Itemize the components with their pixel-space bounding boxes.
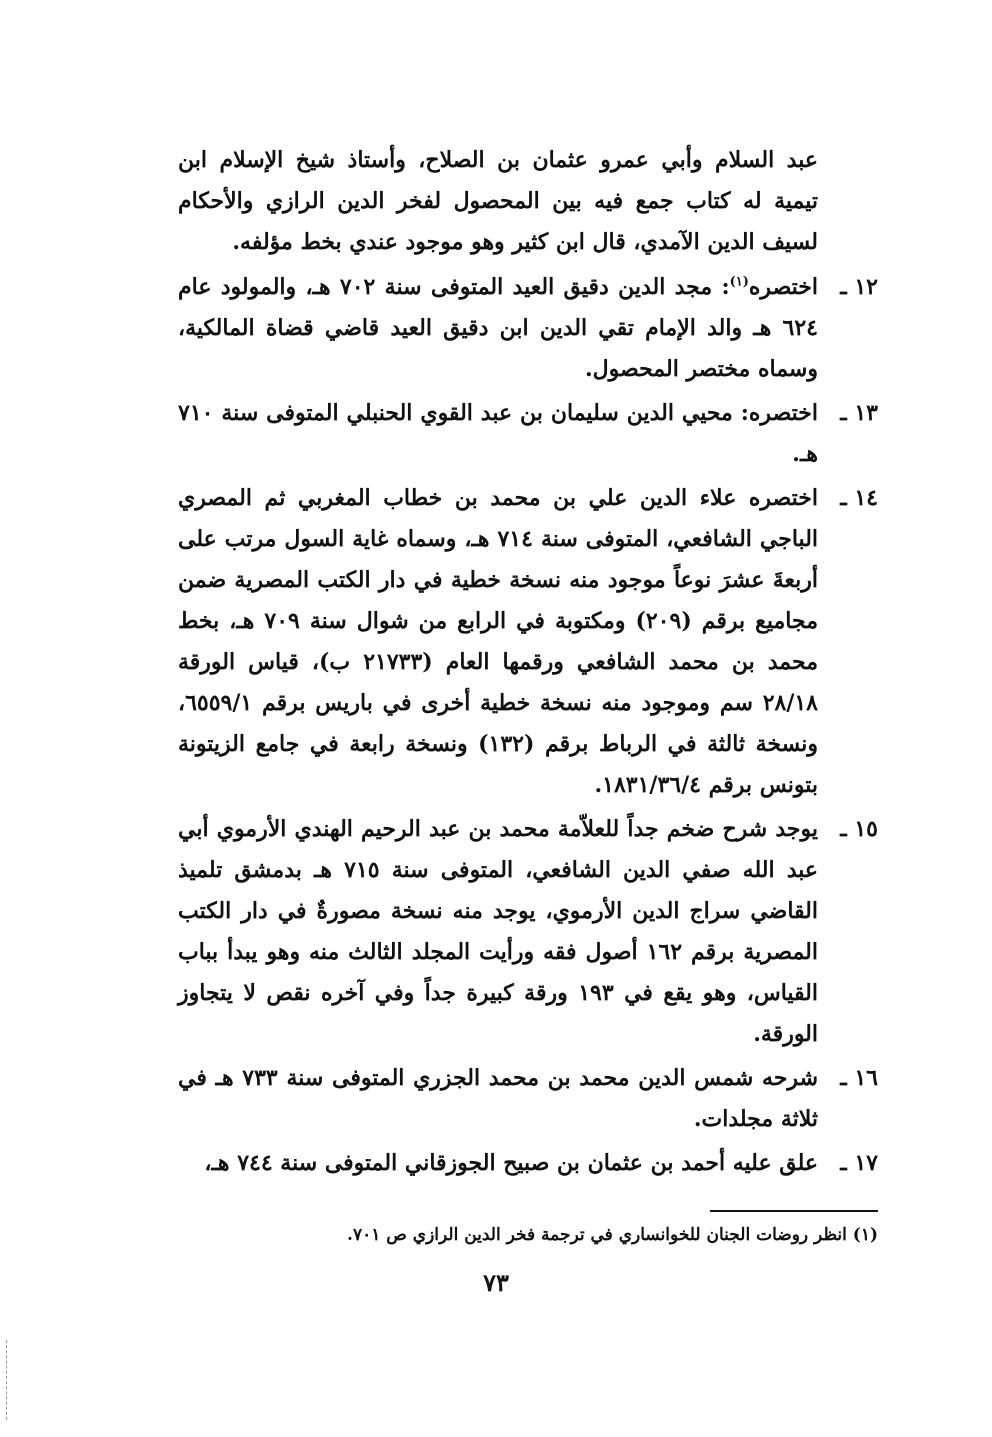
main-text (178, 140, 878, 1187)
item-number: ١٦ ـ (840, 1065, 878, 1091)
list-item-13 (178, 393, 878, 475)
item-number: ١٥ ـ (840, 816, 878, 842)
footnote-marker: (١) (729, 274, 749, 290)
item-text-body: : مجد الدين دقيق العيد المتوفى سنة ٧٠٢ هـ، والمولود عام ٦٢٤ هـ والد الإمام تقي الدين ابن دقيق العيد قاضي قضاة المالكية، وسماه مختصر المحصول. (178, 274, 818, 382)
item-text: اختصره: محيي الدين سليمان بن عبد القوي الحنبلي المتوفى سنة ٧١٠ هـ. (178, 400, 818, 467)
page-number: ٧٣ (483, 1268, 509, 1297)
footnote-divider (710, 1210, 878, 1212)
item-text (178, 267, 818, 390)
list-item-17 (178, 1143, 878, 1184)
item-number: ١٧ ـ (840, 1150, 878, 1176)
footnote: (١) انظر روضات الجنان للخوانساري في ترجمة فخر الدين الرازي ص ٧٠١. (347, 1225, 878, 1245)
scan-edge-marks (6, 1340, 9, 1420)
item-text: يوجد شرح ضخم جداً للعلاّمة محمد بن عبد الرحيم الهندي الأرموي أبي عبد الله صفي الدين الشافعي، المتوفى سنة ٧١٥ هـ بدمشق تلميذ القاضي سراج الدين الأرموي، يوجد منه نسخة مصورةٌ في دار الكتب المصرية برقم ١٦٢ أصول فقه ورأيت المجلد الثالث منه وهو يبدأ بباب القياس، وهو يقع في ١٩٣ ورقة كبيرة جداً وفي آخره نقص لا يتجاوز الورقة. (178, 816, 819, 1047)
item-text: علق عليه أحمد بن عثمان بن صبيح الجوزقاني المتوفى سنة ٧٤٤ هـ، (204, 1150, 818, 1176)
item-number: ١٢ ـ (840, 274, 878, 300)
list-item-12 (178, 267, 878, 390)
item-number: ١٤ ـ (840, 485, 878, 511)
item-text: شرحه شمس الدين محمد بن محمد الجزري المتوفى سنة ٧٣٣ هـ في ثلاثة مجلدات. (178, 1065, 819, 1132)
item-text-lead: اختصره (748, 274, 818, 300)
list-item-14 (178, 478, 878, 806)
item-text: اختصره علاء الدين علي بن محمد بن خطاب المغربي ثم المصري الباجي الشافعي، المتوفى سنة ٧١٤ هـ، وسماه غاية السول مرتب على أربعةَ عشرَ نوعاً موجود منه نسخة خطية في دار الكتب المصرية ضمن مجاميع برقم (٢٠٩) ومكتوبة في الرابع من شوال سنة ٧٠٩ هـ، بخط محمد بن محمد الشافعي ورقمها العام (٢١٧٣٣ ب)، قياس الورقة ٢٨/١٨ سم وموجود منه نسخة خطية أخرى في باريس برقم ٦٥٥٩/١، ونسخة ثالثة في الرباط برقم (١٣٢) ونسخة رابعة في جامع الزيتونة بتونس برقم ١٨٣١/٣٦/٤. (178, 485, 819, 798)
item-number: ١٣ ـ (840, 400, 878, 426)
intro-paragraph: عبد السلام وأبي عمرو عثمان بن الصلاح، وأستاذ شيخ الإسلام ابن تيمية له كتاب جمع فيه بين المحصول لفخر الدين الرازي والأحكام لسيف الدين الآمدي، قال ابن كثير وهو موجود عندي بخط مؤلفه. (178, 147, 818, 255)
list-item-16 (178, 1058, 878, 1140)
list-item-15 (178, 809, 878, 1055)
